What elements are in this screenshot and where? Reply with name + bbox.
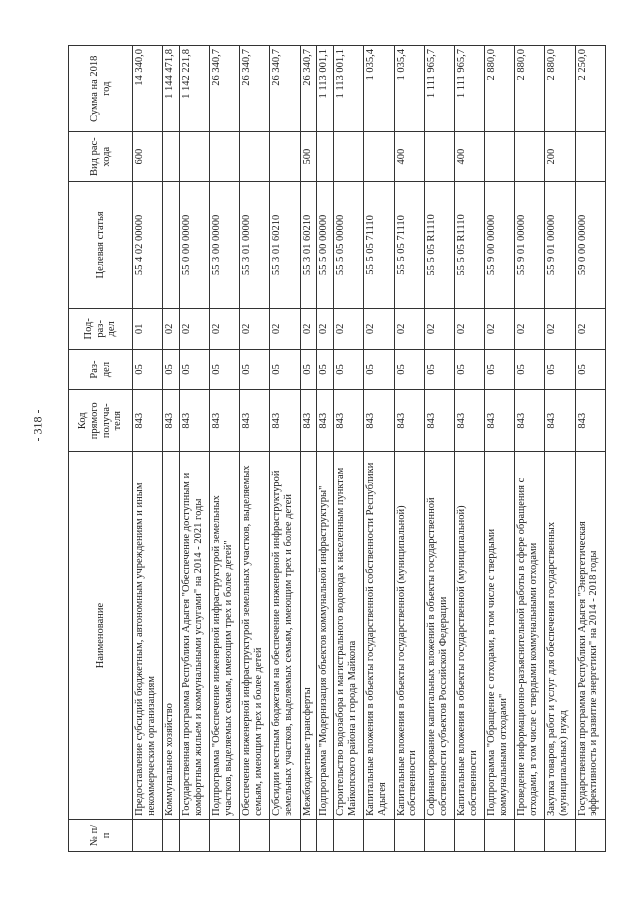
row-razdel: 05: [575, 349, 605, 390]
row-expense-type: [240, 132, 270, 181]
row-podrazdel: 02: [179, 308, 209, 349]
row-num: [133, 819, 163, 851]
row-num: [270, 819, 300, 851]
row-name: Капитальные вложения в объекты государственной собственности Республики Адыгея: [364, 452, 394, 820]
row-code: 843: [515, 390, 545, 452]
row-podrazdel: 02: [163, 308, 180, 349]
row-podrazdel: 02: [545, 308, 575, 349]
row-sum: 2 880,0: [545, 46, 575, 132]
row-num: [210, 819, 240, 851]
row-razdel: 05: [163, 349, 180, 390]
table-row: [179, 46, 209, 852]
row-razdel: 05: [424, 349, 454, 390]
row-name: Государственная программа Республики Адыгея "Энергетическая эффективность и развитие энергетики" на 2014 - 2018 годы: [575, 452, 605, 820]
row-razdel: 05: [300, 349, 317, 390]
row-podrazdel: 02: [334, 308, 364, 349]
row-podrazdel: 02: [364, 308, 394, 349]
row-target-article: 55 9 00 00000: [485, 181, 515, 308]
row-target-article: 55 5 05 R1110: [454, 181, 484, 308]
header-name: Наименование: [69, 452, 133, 820]
row-podrazdel: 02: [394, 308, 424, 349]
row-expense-type: [210, 132, 240, 181]
row-razdel: 05: [454, 349, 484, 390]
row-code: 843: [485, 390, 515, 452]
row-sum: 1 144 471,8: [163, 46, 180, 132]
table-row: [424, 46, 454, 852]
row-expense-type: 600: [133, 132, 163, 181]
header-code: Код прямого получа- теля: [69, 390, 133, 452]
row-target-article: 55 5 05 71110: [394, 181, 424, 308]
row-num: [454, 819, 484, 851]
row-name: Коммунальное хозяйство: [163, 452, 180, 820]
row-code: 843: [240, 390, 270, 452]
row-expense-type: 200: [545, 132, 575, 181]
row-sum: 1 142 221,8: [179, 46, 209, 132]
row-target-article: 55 3 01 60210: [270, 181, 300, 308]
table-row: [210, 46, 240, 852]
budget-table-container: [68, 45, 606, 852]
row-expense-type: [424, 132, 454, 181]
row-sum: 1 111 965,7: [424, 46, 454, 132]
table-row: [454, 46, 484, 852]
row-num: [394, 819, 424, 851]
row-name: Строительство водозабора и магистрального водовода к населенным пунктам Майкопского района и города Майкопа: [334, 452, 364, 820]
row-code: 843: [300, 390, 317, 452]
table-body: [133, 46, 606, 852]
row-code: 843: [179, 390, 209, 452]
row-name: Подпрограмма "Модернизация объектов коммунальной инфраструктуры": [317, 452, 334, 820]
row-sum: 1 113 001,1: [334, 46, 364, 132]
row-razdel: 05: [334, 349, 364, 390]
table-row: [270, 46, 300, 852]
row-podrazdel: 02: [485, 308, 515, 349]
row-num: [424, 819, 454, 851]
row-code: 843: [394, 390, 424, 452]
header-num: № п/п: [69, 819, 133, 851]
table-header-row: [69, 46, 133, 852]
row-code: 843: [270, 390, 300, 452]
row-sum: 26 340,7: [240, 46, 270, 132]
table-row: [485, 46, 515, 852]
row-name: Капитальные вложения в объекты государственной (муниципальной) собственности: [394, 452, 424, 820]
row-num: [240, 819, 270, 851]
row-expense-type: [575, 132, 605, 181]
row-target-article: [163, 181, 180, 308]
row-expense-type: [163, 132, 180, 181]
row-expense-type: 400: [454, 132, 484, 181]
table-row: [240, 46, 270, 852]
row-name: Государственная программа Республики Адыгея "Обеспечение доступным и комфортным жильем и коммунальными услугами" на 2014 - 2021 годы: [179, 452, 209, 820]
table-row: [515, 46, 545, 852]
row-expense-type: [515, 132, 545, 181]
row-name: Подпрограмма "Обращение с отходами, в том числе с твердыми коммунальными отходами": [485, 452, 515, 820]
row-expense-type: [270, 132, 300, 181]
row-num: [179, 819, 209, 851]
row-razdel: 05: [270, 349, 300, 390]
row-code: 843: [545, 390, 575, 452]
row-expense-type: 500: [300, 132, 317, 181]
row-expense-type: [179, 132, 209, 181]
row-code: 843: [364, 390, 394, 452]
row-code: 843: [424, 390, 454, 452]
row-podrazdel: 02: [515, 308, 545, 349]
row-razdel: 05: [545, 349, 575, 390]
table-row: [300, 46, 317, 852]
row-razdel: 05: [485, 349, 515, 390]
row-code: 843: [454, 390, 484, 452]
row-name: Предоставление субсидий бюджетным, автономным учреждениям и иным некоммерческим организациям: [133, 452, 163, 820]
page-number: - 318 -: [30, 409, 45, 442]
row-sum: 14 340,0: [133, 46, 163, 132]
row-num: [364, 819, 394, 851]
table-row: [133, 46, 163, 852]
table-row: [317, 46, 334, 852]
row-sum: 1 113 001,1: [317, 46, 334, 132]
row-code: 843: [317, 390, 334, 452]
row-razdel: 05: [240, 349, 270, 390]
row-num: [515, 819, 545, 851]
header-expense-type: Вид рас- хода: [69, 132, 133, 181]
row-razdel: 05: [179, 349, 209, 390]
header-sum: Сумма на 2018 год: [69, 46, 133, 132]
row-expense-type: [485, 132, 515, 181]
row-podrazdel: 02: [270, 308, 300, 349]
row-num: [300, 819, 317, 851]
row-expense-type: 400: [394, 132, 424, 181]
table-row: [394, 46, 424, 852]
row-razdel: 05: [394, 349, 424, 390]
row-target-article: 55 5 05 71110: [364, 181, 394, 308]
row-name: Подпрограмма "Обеспечение инженерной инфраструктурой земельных участков, выделяемых семьям, имеющим трех и более детей": [210, 452, 240, 820]
row-num: [334, 819, 364, 851]
row-name: Межбюджетные трансферты: [300, 452, 317, 820]
row-sum: 26 340,7: [270, 46, 300, 132]
row-code: 843: [334, 390, 364, 452]
row-target-article: 55 5 00 00000: [317, 181, 334, 308]
row-sum: 26 340,7: [300, 46, 317, 132]
row-razdel: 05: [515, 349, 545, 390]
row-sum: 1 035,4: [394, 46, 424, 132]
table-row: [364, 46, 394, 852]
row-podrazdel: 02: [240, 308, 270, 349]
row-sum: 26 340,7: [210, 46, 240, 132]
row-name: Капитальные вложения в объекты государственной (муниципальной) собственности: [454, 452, 484, 820]
header-target-article: Целевая статья: [69, 181, 133, 308]
row-target-article: 55 9 01 00000: [515, 181, 545, 308]
row-target-article: 59 0 00 00000: [575, 181, 605, 308]
row-sum: 1 035,4: [364, 46, 394, 132]
row-sum: 1 111 965,7: [454, 46, 484, 132]
row-code: 843: [210, 390, 240, 452]
row-podrazdel: 02: [454, 308, 484, 349]
row-expense-type: [317, 132, 334, 181]
row-razdel: 05: [364, 349, 394, 390]
row-num: [163, 819, 180, 851]
row-target-article: 55 9 01 00000: [545, 181, 575, 308]
row-sum: 2 880,0: [485, 46, 515, 132]
row-target-article: 55 3 01 00000: [240, 181, 270, 308]
row-name: Субсидии местным бюджетам на обеспечение инженерной инфраструктурой земельных участков, выделяемых семьям, имеющим трех и более детей: [270, 452, 300, 820]
row-code: 843: [133, 390, 163, 452]
table-row: [545, 46, 575, 852]
row-code: 843: [163, 390, 180, 452]
row-name: Проведение информационно-разъяснительной работы в сфере обращения с отходами, в том числе с твердыми коммунальными отходами: [515, 452, 545, 820]
row-target-article: 55 5 05 00000: [334, 181, 364, 308]
row-code: 843: [575, 390, 605, 452]
header-podrazdel: Под- раз- дел: [69, 308, 133, 349]
row-sum: 2 880,0: [515, 46, 545, 132]
row-podrazdel: 02: [575, 308, 605, 349]
row-sum: 2 250,0: [575, 46, 605, 132]
row-podrazdel: 02: [424, 308, 454, 349]
row-expense-type: [334, 132, 364, 181]
row-target-article: 55 4 02 00000: [133, 181, 163, 308]
table-row: [334, 46, 364, 852]
row-razdel: 05: [133, 349, 163, 390]
budget-table: [68, 45, 606, 852]
row-podrazdel: 02: [317, 308, 334, 349]
row-target-article: 55 3 00 00000: [210, 181, 240, 308]
row-target-article: 55 5 05 R1110: [424, 181, 454, 308]
row-expense-type: [364, 132, 394, 181]
header-razdel: Раз- дел: [69, 349, 133, 390]
row-podrazdel: 01: [133, 308, 163, 349]
row-name: Обеспечение инженерной инфраструктурой земельных участков, выделяемых семьям, имеющим трех и более детей: [240, 452, 270, 820]
row-name: Софинансирование капитальных вложений в объекты государственной собственности субъектов Российской Федерации: [424, 452, 454, 820]
row-num: [317, 819, 334, 851]
row-podrazdel: 02: [300, 308, 317, 349]
row-name: Закупка товаров, работ и услуг для обеспечения государственных (муниципальных) нужд: [545, 452, 575, 820]
table-row: [163, 46, 180, 852]
row-podrazdel: 02: [210, 308, 240, 349]
row-num: [485, 819, 515, 851]
row-target-article: 55 3 01 60210: [300, 181, 317, 308]
table-row: [575, 46, 605, 852]
row-num: [545, 819, 575, 851]
row-razdel: 05: [210, 349, 240, 390]
row-razdel: 05: [317, 349, 334, 390]
row-num: [575, 819, 605, 851]
row-target-article: 55 0 00 00000: [179, 181, 209, 308]
